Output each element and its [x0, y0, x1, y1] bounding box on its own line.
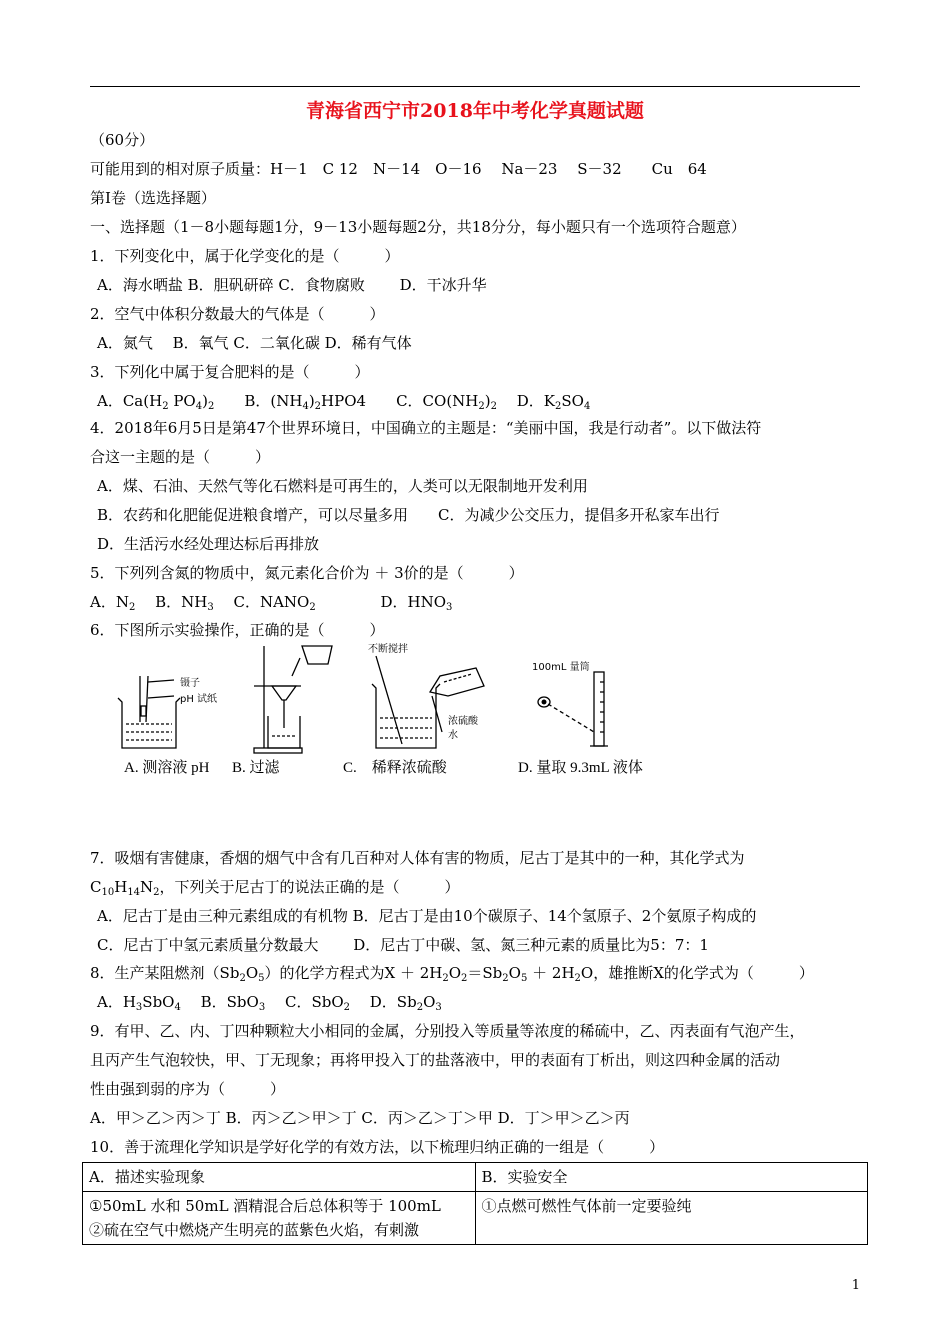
caption-b: B. 过滤 — [232, 760, 280, 776]
top-rule — [90, 86, 860, 87]
q4-stem-1: 4．2018年6月5日是第47个世界环境日，中国确立的主题是：“美丽中国，我是行动者”。以下做法符 — [90, 419, 762, 437]
q10-a-item-1: ①50mL 水和 50mL 酒精混合后总体积等于 100mL — [89, 1197, 441, 1215]
label-acid: 浓硫酸 — [448, 716, 478, 727]
q9-stem-1: 9．有甲、乙、内、丁四种颗粒大小相同的金属，分别投入等质量等浓度的稀硫中，乙、丙表面有气泡产生， — [90, 1022, 805, 1040]
q3-stem: 3．下列化中属于复合肥料的是（ ） — [90, 363, 370, 381]
label-stir: 不断搅拌 — [368, 644, 408, 655]
page-title: 青海省西宁市2018年中考化学真题试题 — [306, 100, 644, 122]
page-number: 1 — [851, 1278, 860, 1293]
q7-option-ab: A．尼古丁是由三种元素组成的有机物 B．尼古丁是由10个碳原子、14个氢原子、2个氨原子构成的 — [97, 907, 757, 925]
q5-stem: 5．下列列含氮的物质中，氮元素化合价为 ＋ 3价的是（ ） — [90, 564, 524, 582]
score: （60分） — [90, 131, 155, 149]
caption-a: A. 测溶液 pH — [124, 760, 210, 776]
q8-stem: 8．生产某阻燃剂$(Sb_2O_5)$的化学方程式为$X + 2H_2O_2=Sb_2O_5 + 2H_2O$，雄推断X的化学式为（ ） — [90, 964, 814, 984]
q6-figure — [96, 636, 696, 786]
caption-c: C. 稀释浓硫酸 — [343, 760, 447, 776]
q7-stem-2: $C_{10}H_{14}N_2$，下列关于尼古丁的说法正确的是（ ） — [90, 878, 460, 898]
q9-stem-3: 性由强到弱的序为（ ） — [90, 1080, 286, 1098]
label-ph-paper: pH 试纸 — [180, 694, 218, 705]
q10-col-a-body — [83, 1192, 476, 1245]
q10-table — [82, 1162, 868, 1245]
q10-col-b-head: B．实验安全 — [475, 1163, 868, 1192]
q7-stem-1: 7．吸烟有害健康，香烟的烟气中含有几百种对人体有害的物质，尼古丁是其中的一种，其化学式为 — [90, 849, 745, 867]
q9-options: A．甲＞乙＞丙＞丁 B．丙＞乙＞甲＞丁 C．丙＞乙＞丁＞甲 D．丁＞甲＞乙＞丙 — [90, 1109, 630, 1127]
q3-options: A．$Ca(H_2$ $PO_4)_2$ B．$(NH_4)_2HPO4$ C．$CO(NH_2)_2$ D．$K_2SO_4$ — [97, 392, 591, 412]
caption-d: D. 量取 9.3mL 液体 — [518, 760, 643, 776]
q10-a-item-2: ②硫在空气中燃烧产生明亮的蓝紫色火焰，有刺激 — [89, 1221, 420, 1239]
label-cylinder: 100mL 量筒 — [532, 662, 590, 673]
label-water: 水 — [448, 730, 458, 741]
q1-stem: 1．下列变化中，属于化学变化的是（ ） — [90, 247, 400, 265]
atomic-masses: 可能用到的相对原子质量：H－1 C 12 N－14 O－16 Na－23 S－32 Cu 64 — [90, 160, 707, 178]
section-heading: 第Ⅰ卷（选选择题） — [90, 189, 216, 207]
q9-stem-2: 且丙产生气泡较快，甲、丁无现象；再将甲投入丁的盐落液中，甲的表面有丁析出，则这四种金属的活动 — [90, 1051, 781, 1069]
q10-stem: 10．善于流理化学知识是学好化学的有效方法，以下梳理归纳正确的一组是（ ） — [90, 1138, 665, 1156]
q10-b-item-1: ①点燃可燃性气体前一定要验纯 — [481, 1197, 692, 1215]
q2-stem: 2．空气中体积分数最大的气体是（ ） — [90, 305, 385, 323]
q6-stem: 6．下图所示实验操作，正确的是（ ） — [90, 621, 385, 639]
q1-options: A．海水晒盐 B．胆矾研碎 C．食物腐败 D．干冰升华 — [97, 276, 487, 294]
q7-option-cd: C．尼古丁中氢元素质量分数最大 D．尼古丁中碳、氢、氮三种元素的质量比为5：7：1 — [97, 936, 709, 954]
label-tweezers: 镊子 — [180, 678, 200, 689]
q10-col-a-head: A．描述实验现象 — [83, 1163, 476, 1192]
q5-options: A．$N_2$ B．$NH_3$ C．$NANO_2$ D．$HNO_3$ — [90, 593, 453, 613]
q4-option-a: A．煤、石油、天然气等化石燃料是可再生的，人类可以无限制地开发利用 — [97, 477, 588, 495]
q2-options: A．氮气 B．氧气 C．二氧化碳 D．稀有气体 — [97, 334, 412, 352]
q10-col-b-body — [475, 1192, 868, 1245]
q4-option-bc: B．农药和化肥能促进粮食增产，可以尽量多用 C．为减少公交压力，提倡多开私家车出行 — [97, 506, 720, 524]
q4-stem-2: 合这一主题的是（ ） — [90, 448, 271, 466]
part-heading: 一、选择题（1－8小题每题1分，9－13小题每题2分，共18分分，每小题只有一个选项符合题意） — [90, 218, 746, 236]
q8-options: A．$H_3SbO_4$ B．SbO$_3$ C．SbO$_2$ D．$Sb_2O_3$ — [97, 993, 442, 1013]
q4-option-d: D．生活污水经处理达标后再排放 — [97, 535, 320, 553]
